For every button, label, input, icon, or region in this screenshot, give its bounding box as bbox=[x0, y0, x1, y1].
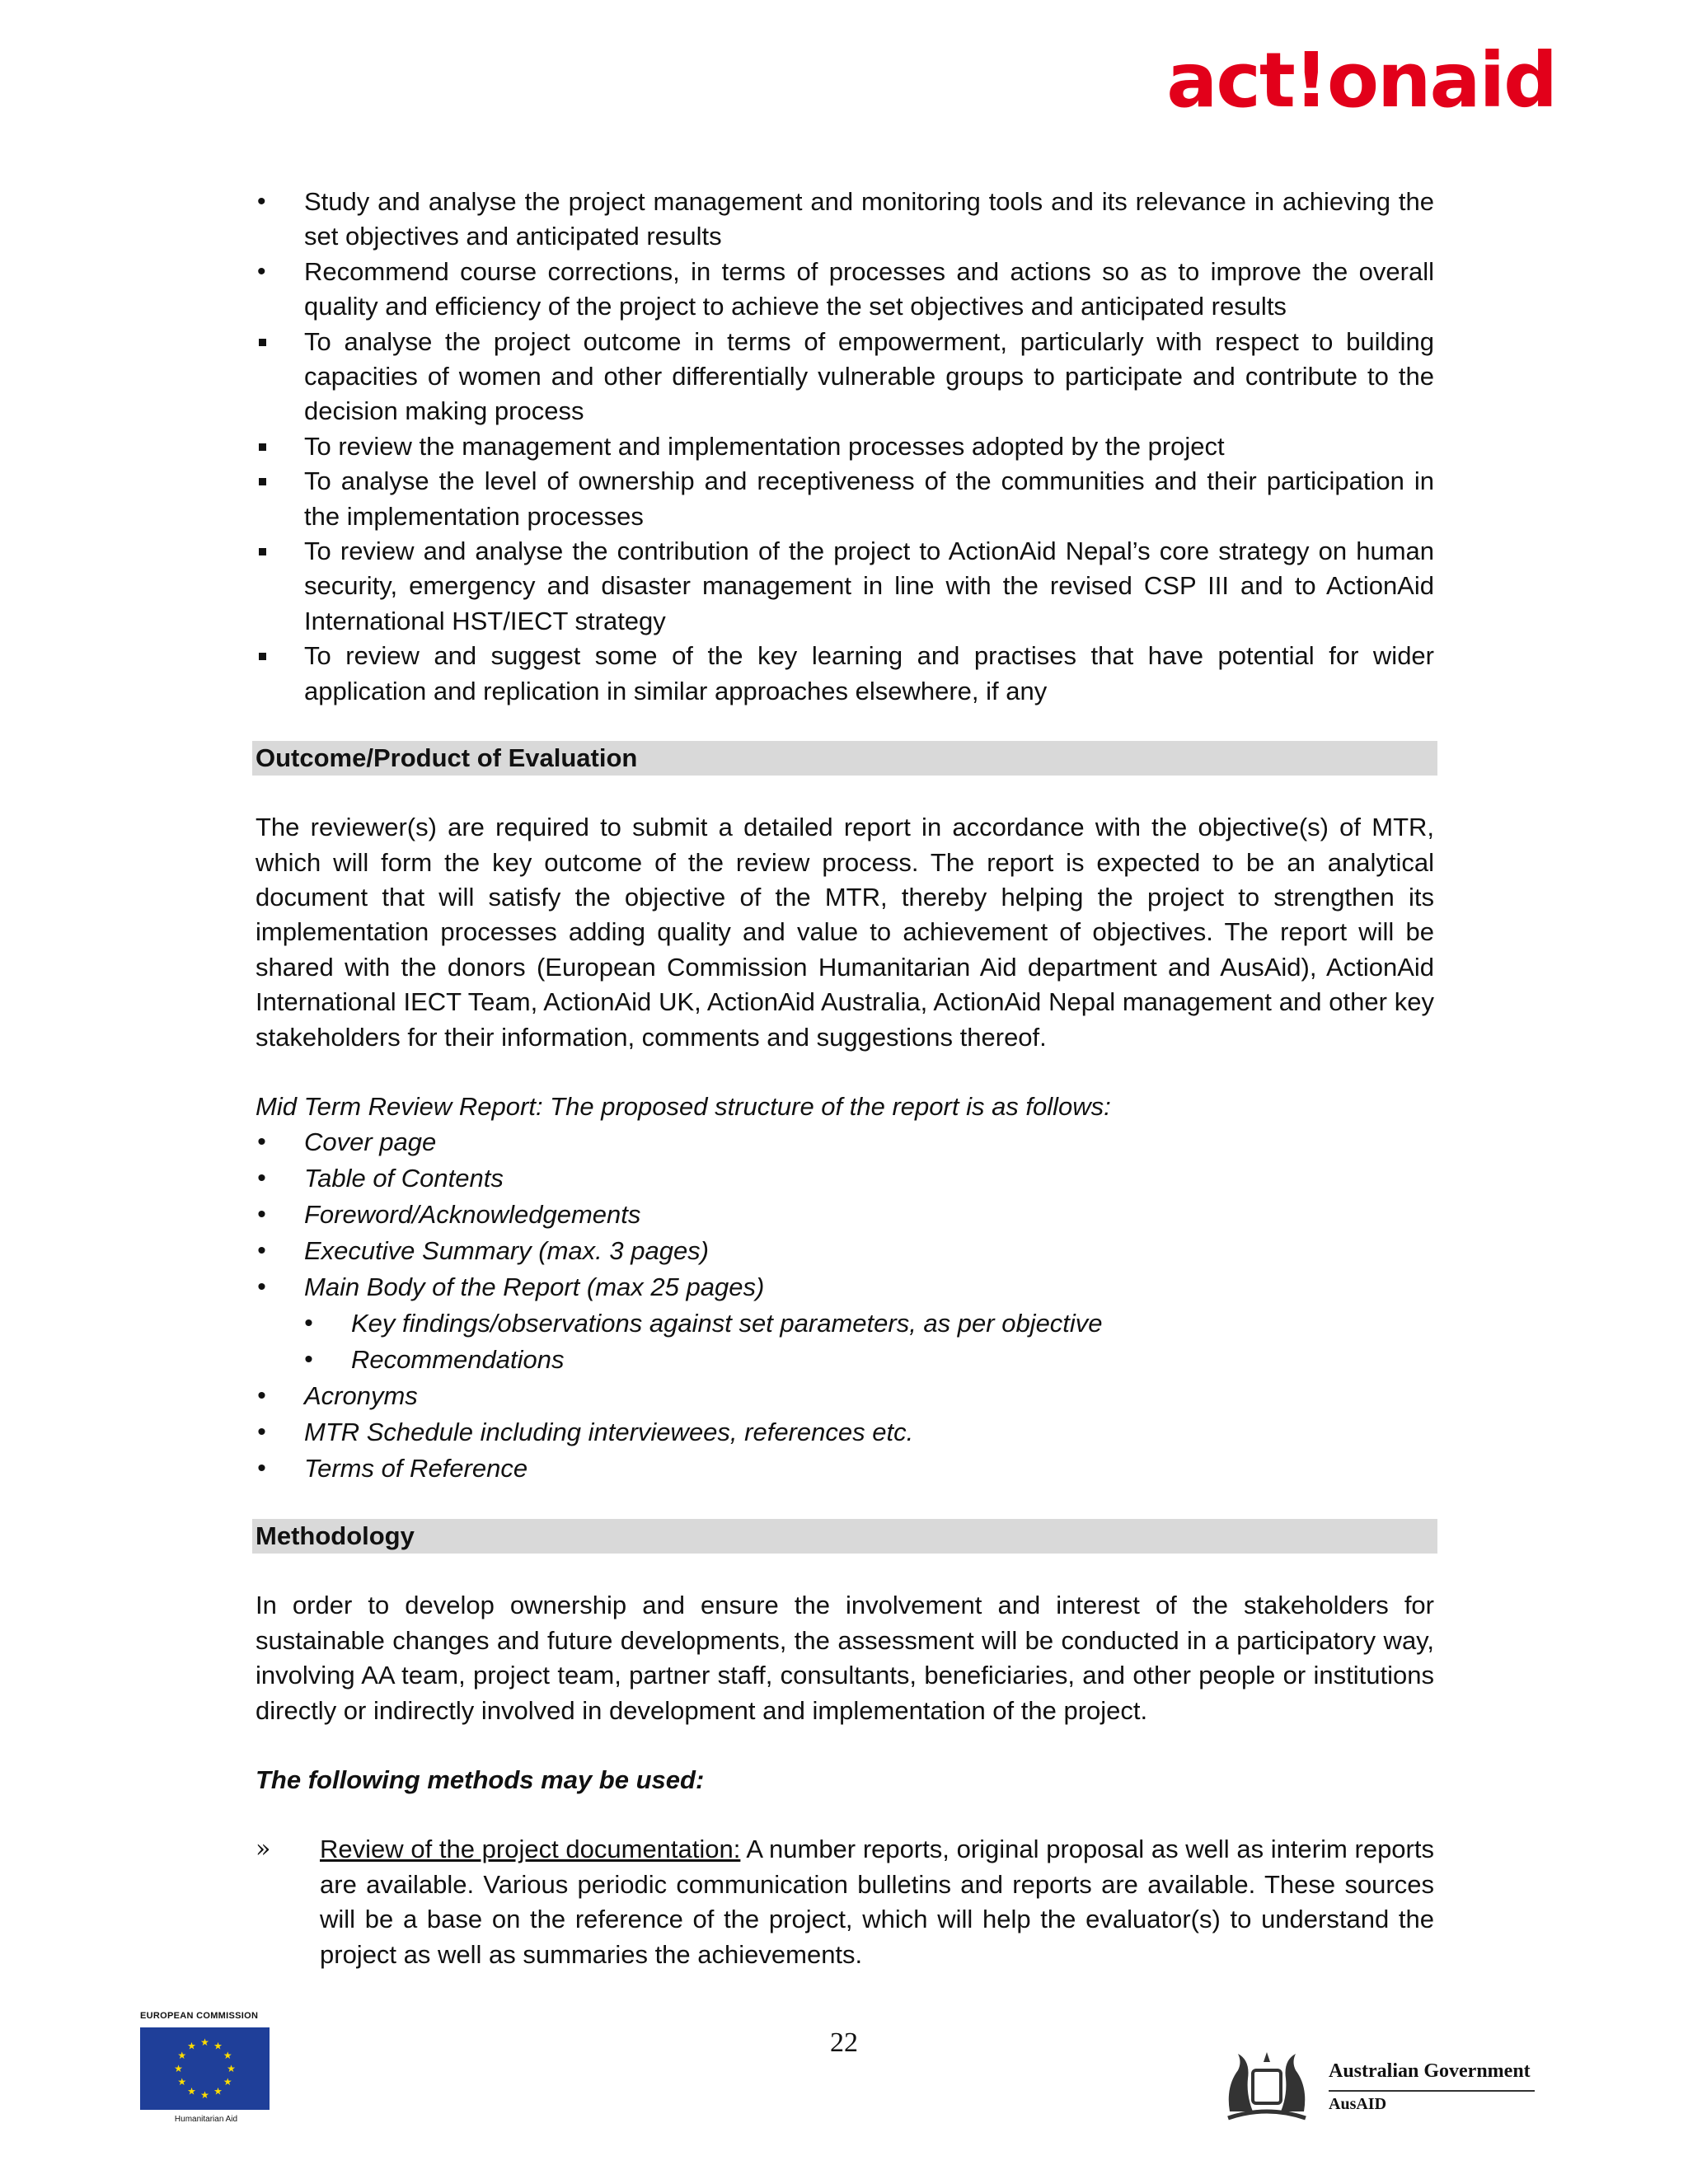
ausaid-text: AusAID bbox=[1329, 2095, 1387, 2113]
bullet-icon: • bbox=[257, 1455, 266, 1483]
list-item bbox=[256, 325, 1434, 429]
outcome-paragraph: The reviewer(s) are required to submit a detailed report in accordance with the objective(s) of MTR, which will form the key outcome of the review process. The report is expected to be an analytical document that will satisfy the objective of the MTR, thereby helping the project to strengthen its implementation processes adding quality and value to achievement of objectives. The report will be shared with the donors (European Commission Humanitarian Aid department and AusAid), ActionAid International IECT Team, ActionAid UK, ActionAid Australia, ActionAid Nepal management and other key stakeholders for their information, comments and suggestions thereof. bbox=[256, 813, 1434, 1052]
report-item-text: Key findings/observations against set parameters, as per objective bbox=[351, 1309, 1103, 1338]
list-item bbox=[256, 1378, 1434, 1414]
methodology-paragraph: In order to develop ownership and ensure the involvement and interest of the stakeholders for sustainable changes and future developments, the assessment will be conducted in a participatory way, involving AA team, project team, partner staff, consultants, beneficiaries, and other people or institutions directly or indirectly involved in development and implementation of the project. bbox=[256, 1591, 1434, 1725]
eu-star-icon: ★ bbox=[187, 2085, 196, 2097]
objective-text: To review and suggest some of the key learning and practises that have potential for wider application and replication in similar approaches elsewhere, if any bbox=[304, 641, 1434, 705]
square-bullet-icon bbox=[259, 478, 266, 485]
coat-of-arms-icon bbox=[1213, 2046, 1320, 2128]
list-item bbox=[256, 255, 1434, 325]
eu-star-icon: ★ bbox=[223, 2076, 232, 2088]
report-structure-list bbox=[256, 1124, 1434, 1487]
eu-star-icon: ★ bbox=[227, 2063, 236, 2074]
list-item bbox=[256, 1233, 1434, 1269]
square-bullet-icon bbox=[259, 653, 266, 660]
square-bullet-icon bbox=[259, 443, 266, 451]
page-number: 22 bbox=[830, 2027, 858, 2058]
australian-government-text: Australian Government bbox=[1329, 2060, 1531, 2082]
bullet-icon: • bbox=[257, 1165, 266, 1193]
australian-government-logo bbox=[1213, 2046, 1543, 2128]
report-item-text: Cover page bbox=[304, 1127, 437, 1157]
bullet-icon: • bbox=[257, 1382, 266, 1410]
method-title: Review of the project documentation: bbox=[320, 1835, 741, 1864]
bullet-icon: • bbox=[257, 1237, 266, 1265]
objective-text: To review the management and implementation processes adopted by the project bbox=[304, 431, 1225, 461]
bullet-icon: • bbox=[257, 188, 266, 215]
list-item bbox=[256, 1124, 1434, 1160]
ec-humanitarian-aid-logo bbox=[140, 2011, 272, 2124]
eu-star-icon: ★ bbox=[177, 2050, 187, 2061]
method-item bbox=[256, 1832, 1434, 1972]
objective-text: Recommend course corrections, in terms of processes and actions so as to improve the overall quality and efficiency of the project to achieve the set objectives and anticipated results bbox=[304, 256, 1434, 321]
list-item bbox=[256, 639, 1434, 709]
list-item bbox=[256, 1342, 1434, 1378]
report-item-text: Table of Contents bbox=[304, 1164, 504, 1193]
report-item-text: Main Body of the Report (max 25 pages) bbox=[304, 1272, 765, 1302]
objective-text: To analyse the project outcome in terms of empowerment, particularly with respect to building capacities of women and other differentially vulnerable groups to participate and contribute to the decision making process bbox=[304, 326, 1434, 426]
document-body bbox=[256, 185, 1434, 1972]
chevron-right-icon: » bbox=[256, 1835, 271, 1864]
report-item-text: Acronyms bbox=[304, 1381, 418, 1411]
bullet-icon: • bbox=[257, 1418, 266, 1446]
objective-text: To review and analyse the contribution of the project to ActionAid Nepal’s core strategy on human security, emergency and disaster management in line with the revised CSP III and to ActionAid International HST/IECT strategy bbox=[304, 537, 1434, 635]
eu-star-icon: ★ bbox=[213, 2085, 223, 2097]
report-intro: Mid Term Review Report: The proposed structure of the report is as follows: bbox=[256, 1091, 1111, 1121]
objectives-list bbox=[256, 185, 1434, 709]
report-item-text: Foreword/Acknowledgements bbox=[304, 1200, 641, 1230]
bullet-icon: • bbox=[257, 257, 266, 285]
objective-text: Study and analyse the project management and monitoring tools and its relevance in achieving the set objectives and anticipated results bbox=[304, 187, 1434, 251]
objective-text: To analyse the level of ownership and receptiveness of the communities and their participation in the implementation processes bbox=[304, 466, 1434, 531]
bullet-icon: • bbox=[304, 1346, 313, 1374]
bullet-icon: • bbox=[257, 1128, 266, 1156]
list-item bbox=[256, 1197, 1434, 1233]
report-item-text: Terms of Reference bbox=[304, 1454, 528, 1483]
report-item-text: MTR Schedule including interviewees, references etc. bbox=[304, 1418, 914, 1447]
eu-star-icon: ★ bbox=[174, 2063, 183, 2074]
eu-star-icon: ★ bbox=[200, 2036, 209, 2048]
method-text: A number reports, original proposal as well as interim reports are available. Various periodic communication bulletins and reports are available. These sources will be a base on the reference of the project, which will help the evaluator(s) to understand the project as well as summaries the achievements. bbox=[320, 1835, 1434, 1969]
report-item-text: Executive Summary (max. 3 pages) bbox=[304, 1236, 710, 1266]
eu-star-icon: ★ bbox=[177, 2076, 187, 2088]
bullet-icon: • bbox=[257, 1273, 266, 1301]
methods-title: The following methods may be used: bbox=[256, 1765, 705, 1794]
ec-label: EUROPEAN COMMISSION bbox=[140, 2011, 259, 2021]
eu-flag-icon bbox=[140, 2027, 270, 2110]
square-bullet-icon bbox=[259, 339, 266, 346]
square-bullet-icon bbox=[259, 548, 266, 555]
divider bbox=[1329, 2090, 1535, 2092]
bullet-icon: • bbox=[304, 1310, 313, 1338]
report-item-text: Recommendations bbox=[351, 1345, 565, 1375]
list-item bbox=[256, 185, 1434, 255]
eu-star-icon: ★ bbox=[213, 2040, 223, 2052]
list-item bbox=[256, 1451, 1434, 1487]
eu-star-icon: ★ bbox=[187, 2040, 196, 2052]
list-item bbox=[256, 1414, 1434, 1451]
list-item bbox=[256, 534, 1434, 639]
list-item bbox=[256, 1269, 1434, 1305]
list-item bbox=[256, 1305, 1434, 1342]
list-item bbox=[256, 429, 1434, 464]
eu-star-icon: ★ bbox=[200, 2089, 209, 2101]
list-item bbox=[256, 1160, 1434, 1197]
list-item bbox=[256, 464, 1434, 534]
ec-sub-label: Humanitarian Aid bbox=[174, 2115, 238, 2124]
actionaid-logo: act!onaid bbox=[1166, 36, 1556, 124]
outcome-heading: Outcome/Product of Evaluation bbox=[252, 741, 1437, 776]
methodology-heading: Methodology bbox=[252, 1519, 1437, 1554]
bullet-icon: • bbox=[257, 1201, 266, 1229]
eu-star-icon: ★ bbox=[223, 2050, 232, 2061]
